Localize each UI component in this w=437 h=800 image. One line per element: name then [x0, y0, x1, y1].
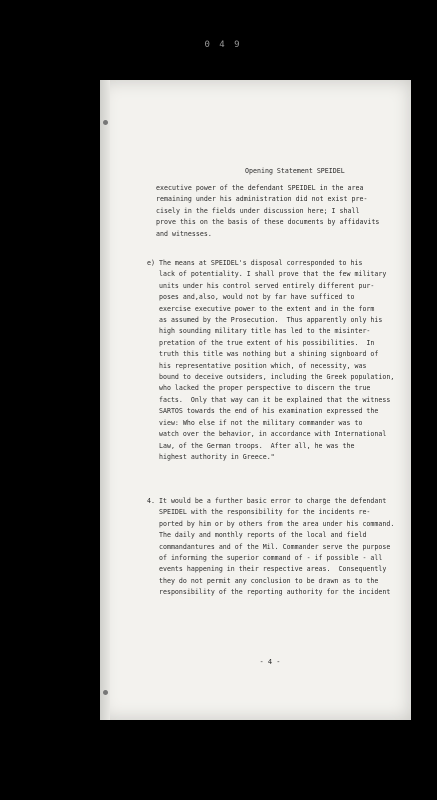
text-line: responsibility of the reporting authority for the incident: [147, 588, 391, 597]
punch-hole: [103, 690, 108, 695]
text-line: as assumed by the Prosecution. Thus apparently only his: [147, 316, 383, 325]
text-line: they do not permit any conclusion to be drawn as to the: [147, 576, 379, 585]
text-line: watch over the behavior, in accordance with International: [147, 430, 387, 439]
text-line: 4. It would be a further basic error to charge the defendant: [147, 497, 387, 505]
text-line: pretation of the true extent of his possibilities. In: [147, 338, 375, 347]
text-line: poses and,also, would not by far have sufficed to: [147, 293, 355, 302]
text-line: remaining under his administration did not exist pre-: [156, 195, 368, 204]
text-line: e) The means at SPEIDEL's disposal corresponded to his: [147, 259, 363, 267]
text-line: units under his control served entirely different pur-: [147, 281, 375, 290]
punch-hole: [103, 120, 108, 125]
text-line: who lacked the proper perspective to discern the true: [147, 384, 371, 393]
page-header: Opening Statement SPEIDEL: [245, 167, 345, 175]
text-line: highest authority in Greece.": [147, 452, 275, 461]
binding-edge: [100, 80, 110, 720]
text-line: view: Who else if not the military commander was to: [147, 418, 363, 427]
text-line: prove this on the basis of these documents by affidavits: [156, 218, 380, 227]
text-line: commandantures and of the Mil. Commander serve the purpose: [147, 542, 391, 551]
text-line: The daily and monthly reports of the local and field: [147, 531, 367, 540]
text-line: facts. Only that way can it be explained that the witness: [147, 395, 391, 404]
text-line: and witnesses.: [156, 229, 212, 238]
text-line: his representative position which, of necessity, was: [147, 361, 367, 370]
paragraph-basic-error: [147, 496, 394, 599]
paragraph-executive-power: [156, 183, 379, 240]
text-line: SPEIDEL with the responsibility for the incidents re-: [147, 508, 371, 517]
top-archive-mark: 0 4 9: [204, 40, 242, 50]
text-line: bound to deceive outsiders, including the Greek population,: [147, 373, 395, 382]
paragraph-means-at-disposal: [147, 258, 394, 463]
text-line: executive power of the defendant SPEIDEL in the area: [156, 184, 364, 192]
text-line: Law, of the German troops. After all, he was the: [147, 441, 355, 450]
text-line: high sounding military title has led to the misinter-: [147, 327, 371, 336]
text-line: lack of potentiality. I shall prove that the few military: [147, 270, 387, 279]
text-line: exercise executive power to the extent and in the form: [147, 304, 375, 313]
text-line: ported by him or by others from the area under his command.: [147, 519, 395, 528]
text-line: SARTOS towards the end of his examination expressed the: [147, 407, 379, 416]
text-line: cisely in the fields under discussion here; I shall: [156, 206, 360, 215]
text-line: truth this title was nothing but a shining signboard of: [147, 350, 379, 359]
text-line: events happening in their respective areas. Consequently: [147, 565, 387, 574]
page-number: - 4 -: [259, 658, 281, 666]
text-line: of informing the superior command of - if possible - all: [147, 554, 383, 563]
